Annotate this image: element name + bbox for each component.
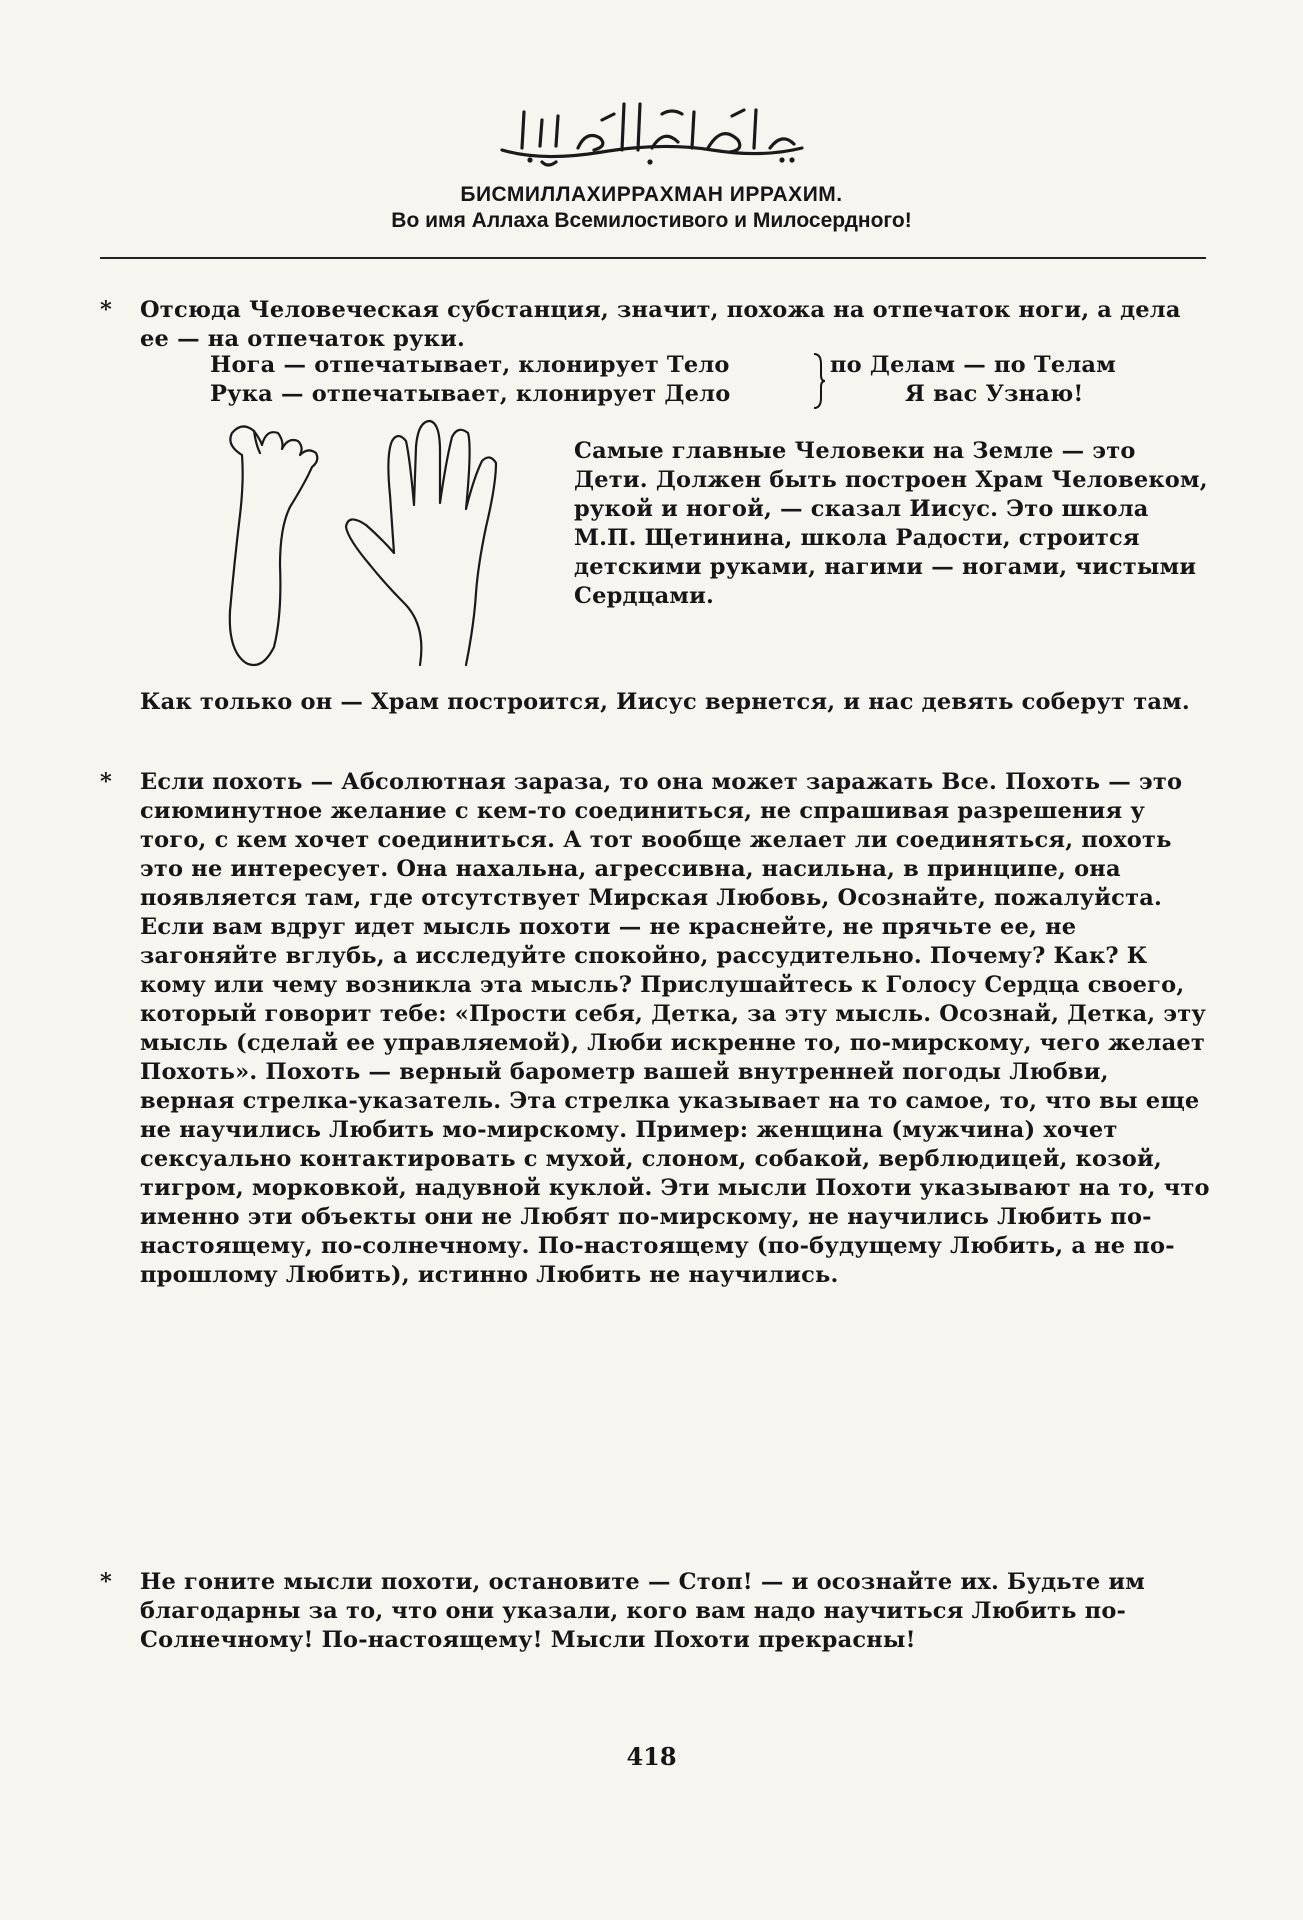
side-paragraph: Самые главные Человеки на Земле — это Дети. Должен быть построен Храм Человеком, рукой и ногой, — сказал Иисус. Это школа М.П. Щетинина, школа Радости, строится детскими руками, нагими — ногами, чистыми Сердцами. <box>574 438 1208 609</box>
header-divider <box>100 257 1206 259</box>
brace-line-2: Я вас Узнаю! <box>905 381 1084 407</box>
brace-line-1: по Делам — по Телам <box>830 352 1116 378</box>
section-3 <box>100 1568 1210 1655</box>
bullet-star: * <box>100 769 112 795</box>
hand-icon <box>346 421 496 665</box>
foot-and-hand-illustration <box>220 415 550 675</box>
curly-brace-icon <box>812 352 826 410</box>
basmala-calligraphy <box>482 90 822 170</box>
brace-text <box>830 351 1210 409</box>
page-title: БИСМИЛЛАХИРРАХМАН ИРРАХИМ. <box>460 183 843 206</box>
temple-paragraph: Как только он — Храм построится, Иисус вернется, и нас девять соберут там. <box>140 689 1190 715</box>
line-ruka: Рука — отпечатывает, клонирует Дело <box>210 381 731 407</box>
page-header <box>0 90 1303 234</box>
basmala-calligraphy-icon <box>482 90 822 170</box>
section-2 <box>100 768 1210 1290</box>
section-3-text: Не гоните мысли похоти, остановите — Стоп! — и осознайте их. Будьте им благодарны за то, что они указали, кого вам надо научиться Любить по-Солнечному! По-настоящему! Мысли Похоти прекрасны! <box>140 1569 1146 1653</box>
page-number: 418 <box>626 1742 677 1771</box>
section-2-text: Если похоть — Абсолютная зараза, то она может заражать Все. Похоть — это сиюминутное желание с кем-то соединиться, не спрашивая разрешения у того, с кем хочет соединиться. А тот вообще желает ли соединяться, похоть это не интересует. Она нахальна, агрессивна, насильна, в принципе, она появляется там, где отсутствует Мирская Любовь, Осознайте, пожалуйста. Если вам вдруг идет мысль похоти — не краснейте, не прячьте ее, не загоняйте вглубь, а исследуйте спокойно, рассудительно. Почему? Как? К кому или чему возникла эта мысль? Прислушайтесь к Голосу Сердца своего, который говорит тебе: «Прости себя, Детка, за эту мысль. Осознай, Детка, эту мысль (сделай ее управляемой), Люби искренне то, по-мирскому, чего желает Похоть». Похоть — верный барометр вашей внутренней погоды Любви, верная стрелка-указатель. Эта стрелка указывает на то самое, то, что вы еще не научились Любить мо-мирскому. Пример: женщина (мужчина) хочет сексуально контактировать с мухой, слоном, собакой, верблюдицей, козой, тигром, морковкой, надувной куклой. Эти мысли Похоти указывают на то, что именно эти объекты они не Любят по-мирскому, не научились Любить по-настоящему, по-солнечному. По-настоящему (по-будущему Любить, а не по-прошлому Любить), истинно Любить не научились. <box>140 769 1210 1288</box>
line-noga: Нога — отпечатывает, клонирует Тело <box>210 352 730 378</box>
footprint-icon <box>230 426 318 665</box>
section-1-text: Отсюда Человеческая субстанция, значит, похожа на отпечаток ноги, а дела ее — на отпечаток руки. <box>140 297 1181 352</box>
section-1 <box>100 296 1210 354</box>
page-subtitle: Во имя Аллаха Всемилостивого и Милосердного! <box>391 209 912 232</box>
bullet-star: * <box>100 1569 112 1595</box>
bullet-star: * <box>100 297 112 323</box>
